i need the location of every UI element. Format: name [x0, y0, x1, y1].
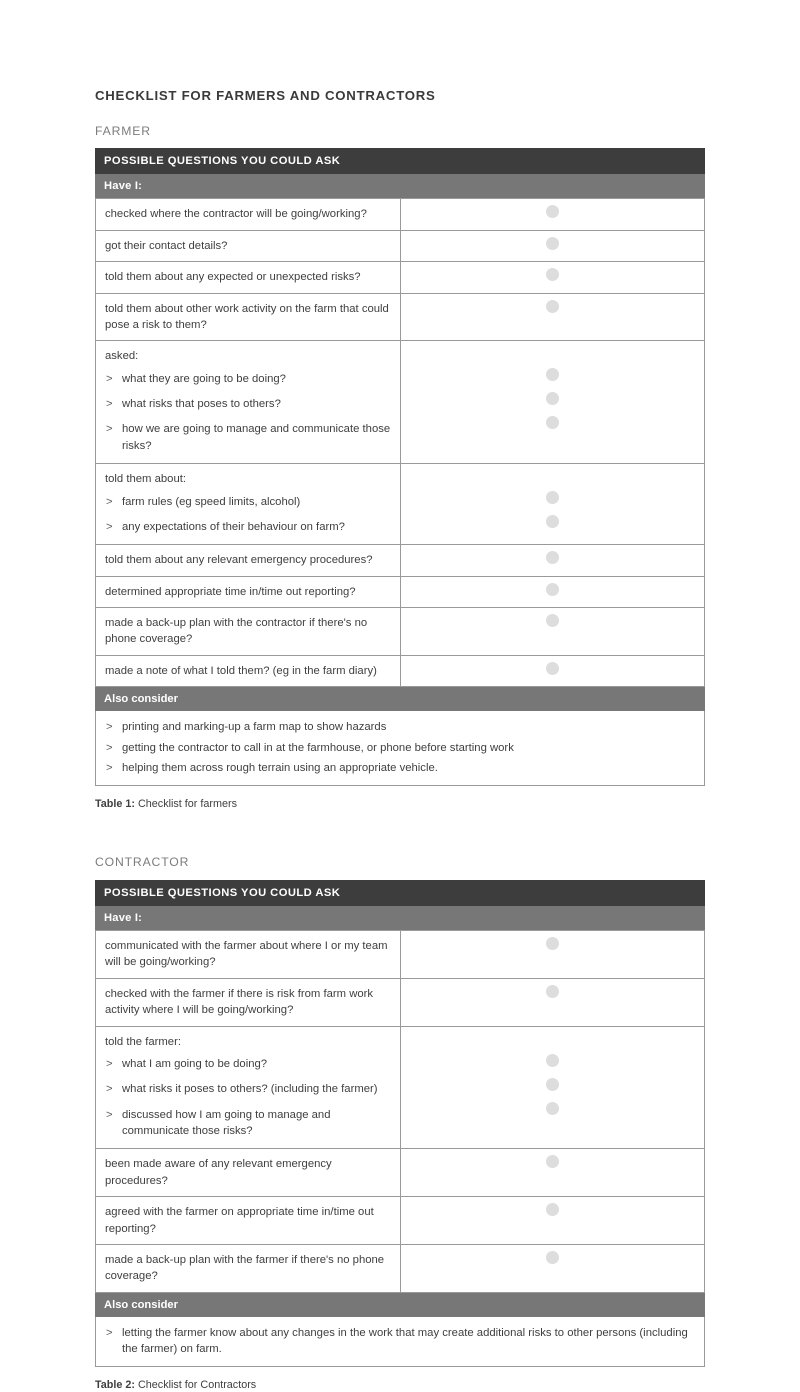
- checkbox-cell[interactable]: [400, 464, 705, 545]
- checklist-subitem-label: what I am going to be doing?: [122, 1057, 268, 1070]
- checklist-subitem-label: farm rules (eg speed limits, alcohol): [122, 495, 301, 508]
- checklist-item-text: [95, 1245, 400, 1293]
- checkbox-dot-group: [401, 464, 704, 528]
- also-consider-item: [105, 719, 695, 735]
- checkbox-dot-group: [401, 1149, 704, 1168]
- chevron-right-icon: >: [106, 423, 113, 436]
- chevron-right-icon: >: [106, 1108, 113, 1121]
- table-subheader-title: Have I:: [95, 174, 705, 198]
- checklist-group-lead: told the farmer:: [105, 1035, 181, 1048]
- checklist-item-text: [95, 608, 400, 656]
- checklist-item-label: made a back-up plan with the farmer if there's no phone coverage?: [105, 1253, 385, 1283]
- checkbox-cell[interactable]: [400, 1245, 705, 1293]
- checkbox-cell[interactable]: [400, 1027, 705, 1150]
- table-subheader-row: [95, 174, 705, 198]
- also-consider-item: [105, 1325, 695, 1358]
- checklist-item-text: [95, 198, 400, 230]
- chevron-right-icon: >: [106, 1057, 113, 1070]
- checkbox-dot[interactable]: [546, 614, 559, 627]
- checkbox-dot-group: [401, 294, 704, 313]
- table-row: [95, 1027, 705, 1150]
- table-row: [95, 262, 705, 293]
- checklist-subitem: [105, 494, 391, 510]
- also-consider-header-row: [95, 1293, 705, 1317]
- checklist-item-label: made a note of what I told them? (eg in the farm diary): [105, 664, 377, 677]
- table-row: [95, 294, 705, 342]
- checkbox-dot[interactable]: [546, 937, 559, 950]
- checklist-item-text: [95, 545, 400, 576]
- checkbox-dot-group: [401, 341, 704, 429]
- page-title: CHECKLIST FOR FARMERS AND CONTRACTORS: [95, 88, 436, 103]
- section-label-farmer: FARMER: [95, 123, 151, 138]
- checkbox-cell[interactable]: [400, 1149, 705, 1197]
- chevron-right-icon: >: [106, 741, 113, 754]
- checkbox-dot[interactable]: [546, 392, 559, 405]
- checklist-item-text: [95, 1027, 400, 1150]
- checkbox-dot[interactable]: [546, 583, 559, 596]
- checklist-sublist: [105, 1056, 391, 1140]
- chevron-right-icon: >: [106, 761, 113, 774]
- table-caption-label: Table 2:: [95, 1379, 135, 1392]
- checklist-subitem-label: how we are going to manage and communicate those risks?: [122, 423, 391, 452]
- checklist-item-text: [95, 1149, 400, 1197]
- checklist-sublist: [105, 371, 391, 455]
- chevron-right-icon: >: [106, 1326, 113, 1339]
- sections-container: [95, 124, 705, 1392]
- table-row: [95, 979, 705, 1027]
- checkbox-dot-group: [401, 577, 704, 596]
- checkbox-cell[interactable]: [400, 198, 705, 230]
- checklist-item-text: [95, 262, 400, 293]
- checkbox-cell[interactable]: [400, 262, 705, 293]
- checkbox-dot[interactable]: [546, 1078, 559, 1091]
- also-consider-item-label: letting the farmer know about any changes in the work that may create additional risks to other persons (including the farmer) on farm.: [122, 1326, 688, 1356]
- checkbox-cell[interactable]: [400, 545, 705, 576]
- checkbox-cell[interactable]: [400, 979, 705, 1027]
- checkbox-dot-group: [401, 608, 704, 627]
- checkbox-cell[interactable]: [400, 577, 705, 608]
- checklist-subitem: [105, 396, 391, 412]
- also-consider-heading: Also consider: [95, 1293, 705, 1317]
- also-consider-item: [105, 740, 695, 756]
- also-consider-body-row: [95, 711, 705, 786]
- checkbox-cell[interactable]: [400, 231, 705, 262]
- chevron-right-icon: >: [106, 398, 113, 411]
- checklist-item-label: told them about any expected or unexpected risks?: [105, 271, 361, 284]
- checkbox-dot-group: [401, 1245, 704, 1264]
- checkbox-dot-group: [401, 656, 704, 675]
- section-label-contractor: CONTRACTOR: [95, 855, 190, 870]
- checkbox-dot[interactable]: [546, 985, 559, 998]
- table-row: [95, 656, 705, 687]
- table-row: [95, 608, 705, 656]
- checkbox-dot-group: [401, 545, 704, 564]
- checkbox-dot[interactable]: [546, 237, 559, 250]
- checkbox-cell[interactable]: [400, 930, 705, 979]
- checklist-item-label: told them about any relevant emergency procedures?: [105, 554, 373, 567]
- checkbox-dot[interactable]: [546, 300, 559, 313]
- table-row: [95, 1149, 705, 1197]
- also-consider-list: [105, 1325, 695, 1358]
- checklist-subitem-label: what risks that poses to others?: [122, 398, 281, 411]
- checklist-item-label: determined appropriate time in/time out reporting?: [105, 585, 356, 598]
- table-subheader-row: [95, 906, 705, 930]
- checkbox-dot[interactable]: [546, 1251, 559, 1264]
- checklist-item-label: checked where the contractor will be going/working?: [105, 208, 367, 221]
- chevron-right-icon: >: [106, 721, 113, 734]
- table-row: [95, 1197, 705, 1245]
- checkbox-cell[interactable]: [400, 1197, 705, 1245]
- chevron-right-icon: >: [106, 372, 113, 385]
- also-consider-item-label: printing and marking-up a farm map to show hazards: [122, 721, 387, 734]
- table-subheader-title: Have I:: [95, 906, 705, 930]
- table-row: [95, 1245, 705, 1293]
- checklist-group-lead: told them about:: [105, 473, 187, 486]
- table-header-row: [95, 880, 705, 906]
- checklist-item-label: checked with the farmer if there is risk from farm work activity where I will be going/working?: [105, 987, 374, 1017]
- checkbox-dot[interactable]: [546, 268, 559, 281]
- chevron-right-icon: >: [106, 520, 113, 533]
- table-header-row: [95, 148, 705, 174]
- also-consider-list: [105, 719, 695, 776]
- section-spacer: [95, 811, 705, 855]
- checkbox-cell[interactable]: [400, 294, 705, 342]
- chevron-right-icon: >: [106, 495, 113, 508]
- checklist-subitem-label: what they are going to be doing?: [122, 372, 286, 385]
- table-row: [95, 930, 705, 979]
- table-row: [95, 464, 705, 545]
- checkbox-cell[interactable]: [400, 608, 705, 656]
- also-consider-item-label: getting the contractor to call in at the farmhouse, or phone before starting work: [122, 741, 514, 754]
- checkbox-dot-group: [401, 1197, 704, 1216]
- table-caption-text: Checklist for Contractors: [138, 1379, 257, 1392]
- table-row: [95, 198, 705, 230]
- checklist-item-text: [95, 341, 400, 464]
- checklist-item-label: agreed with the farmer on appropriate time in/time out reporting?: [105, 1206, 374, 1235]
- checkbox-dot[interactable]: [546, 368, 559, 381]
- checkbox-dot[interactable]: [546, 205, 559, 218]
- checkbox-dot[interactable]: [546, 416, 559, 429]
- checklist-subitem: [105, 1081, 391, 1097]
- also-consider-body: [95, 1317, 705, 1368]
- checklist-item-text: [95, 1197, 400, 1245]
- checkbox-dot-group: [401, 1027, 704, 1115]
- table-row: [95, 577, 705, 608]
- table-caption-text: Checklist for farmers: [138, 798, 237, 811]
- checkbox-dot-group: [401, 199, 704, 218]
- also-consider-heading: Also consider: [95, 687, 705, 711]
- checkbox-dot-group: [401, 979, 704, 998]
- checkbox-dot[interactable]: [546, 1203, 559, 1216]
- table-row: [95, 341, 705, 464]
- checkbox-dot[interactable]: [546, 662, 559, 675]
- checkbox-dot-group: [401, 231, 704, 250]
- checklist-subitem: [105, 371, 391, 387]
- checkbox-cell[interactable]: [400, 341, 705, 464]
- checklist-item-text: [95, 231, 400, 262]
- checklist-item-label: communicated with the farmer about where I or my team will be going/working?: [105, 940, 388, 969]
- checklist-table: [95, 148, 705, 786]
- checklist-item-label: got their contact details?: [105, 239, 228, 252]
- also-consider-header-row: [95, 687, 705, 711]
- checklist-item-text: [95, 577, 400, 608]
- document-content: [95, 88, 705, 1392]
- also-consider-item-label: helping them across rough terrain using an appropriate vehicle.: [122, 761, 438, 774]
- checklist-subitem-label: discussed how I am going to manage and communicate those risks?: [122, 1108, 331, 1138]
- table-caption-label: Table 1:: [95, 798, 135, 811]
- checklist-item-text: [95, 464, 400, 545]
- checkbox-dot[interactable]: [546, 1054, 559, 1067]
- checklist-subitem: [105, 421, 391, 454]
- checklist-item-label: made a back-up plan with the contractor if there's no phone coverage?: [105, 617, 368, 646]
- table-header-title: POSSIBLE QUESTIONS YOU COULD ASK: [95, 148, 705, 174]
- checklist-subitem-label: any expectations of their behaviour on farm?: [122, 520, 345, 533]
- checkbox-cell[interactable]: [400, 656, 705, 687]
- checkbox-dot[interactable]: [546, 491, 559, 504]
- also-consider-body: [95, 711, 705, 786]
- checklist-item-text: [95, 294, 400, 342]
- table-row: [95, 231, 705, 262]
- checklist-item-text: [95, 656, 400, 687]
- checklist-item-label: been made aware of any relevant emergency procedures?: [105, 1158, 332, 1187]
- table-header-title: POSSIBLE QUESTIONS YOU COULD ASK: [95, 880, 705, 906]
- checkbox-dot[interactable]: [546, 515, 559, 528]
- checkbox-dot-group: [401, 931, 704, 950]
- checklist-item-label: told them about other work activity on the farm that could pose a risk to them?: [105, 302, 389, 331]
- checklist-subitem-label: what risks it poses to others? (including the farmer): [122, 1083, 378, 1096]
- table-caption: [95, 1378, 705, 1392]
- checklist-item-text: [95, 979, 400, 1027]
- checklist-group-lead: asked:: [105, 350, 139, 363]
- table-row: [95, 545, 705, 576]
- checklist-item-text: [95, 930, 400, 979]
- table-caption: [95, 797, 705, 811]
- checklist-table: [95, 880, 705, 1367]
- checklist-subitem: [105, 1056, 391, 1072]
- checkbox-dot[interactable]: [546, 551, 559, 564]
- also-consider-body-row: [95, 1317, 705, 1368]
- checkbox-dot[interactable]: [546, 1155, 559, 1168]
- checklist-subitem: [105, 1107, 391, 1140]
- checklist-sublist: [105, 494, 391, 536]
- checklist-subitem: [105, 519, 391, 535]
- also-consider-item: [105, 760, 695, 776]
- chevron-right-icon: >: [106, 1083, 113, 1096]
- checkbox-dot[interactable]: [546, 1102, 559, 1115]
- checkbox-dot-group: [401, 262, 704, 281]
